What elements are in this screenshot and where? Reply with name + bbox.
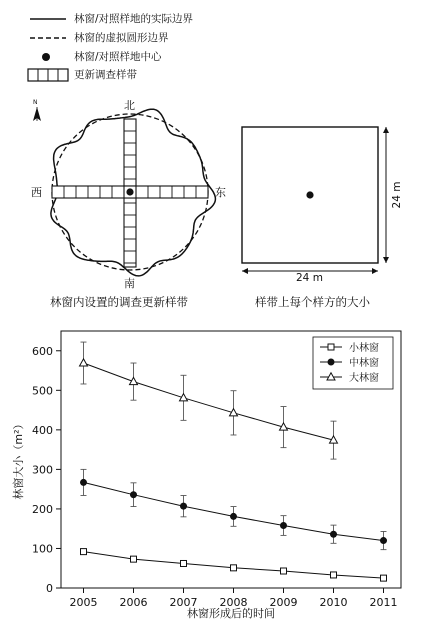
legend-label: 更新调查样带 (74, 69, 137, 81)
x-tick-label: 2005 (69, 596, 98, 609)
data-point (131, 556, 137, 562)
plot-size-svg (230, 95, 431, 325)
y-tick-label: 0 (46, 582, 53, 595)
legend-label: 大林窗 (349, 373, 379, 384)
data-point (81, 549, 87, 555)
data-point (331, 572, 337, 578)
x-tick-label: 2006 (119, 596, 148, 609)
y-tick-label: 400 (32, 423, 53, 437)
x-tick-label: 2008 (219, 596, 248, 609)
chart-legend (313, 337, 393, 389)
legend-label: 中林窗 (349, 358, 379, 369)
data-point (281, 568, 287, 574)
data-point (380, 537, 387, 544)
y-tick-label: 300 (32, 463, 53, 477)
data-point (330, 531, 337, 538)
gap-center-dot (126, 188, 133, 195)
data-point (231, 565, 237, 571)
x-tick-label: 2007 (169, 596, 198, 609)
label-west: 西 (31, 186, 42, 199)
north-arrow-letter: N (33, 99, 38, 106)
x-tick-label: 2009 (269, 596, 298, 609)
series-square (81, 549, 387, 581)
legend-label: 林窗/对照样地中心 (74, 51, 162, 63)
y-tick-label: 600 (32, 344, 53, 358)
data-point (80, 479, 87, 486)
legend-label: 林窗/对照样地的实际边界 (74, 13, 194, 25)
x-tick-label: 2011 (369, 596, 398, 609)
x-axis (70, 588, 398, 609)
width-label: 24 m (296, 272, 323, 284)
x-axis-label: 林窗形成后的时间 (187, 607, 275, 620)
legend-label: 小林窗 (349, 343, 379, 354)
label-east: 东 (215, 186, 226, 199)
solid-line-icon (28, 12, 68, 26)
gap-diagram-svg (0, 95, 230, 325)
data-point (80, 359, 88, 366)
height-dimension-arrow (383, 127, 389, 263)
label-north: 北 (124, 99, 135, 112)
y-tick-label: 100 (32, 542, 53, 556)
segmented-strip-icon (26, 67, 70, 83)
plot-size-diagram (230, 95, 431, 325)
data-point (180, 503, 187, 510)
data-point (381, 575, 387, 581)
legend-label: 林窗的虚拟圆形边界 (74, 32, 169, 44)
data-point (230, 513, 237, 520)
legend-marker (328, 344, 334, 350)
height-label: 24 m (391, 181, 404, 209)
gap-transect-diagram (0, 95, 230, 325)
y-axis-label: 林窗大小（m²） (12, 418, 25, 500)
y-tick-label: 200 (32, 502, 53, 516)
x-tick-label: 2010 (319, 596, 348, 609)
y-axis (32, 345, 61, 595)
left-diagram-caption: 林窗内设置的调查更新样带 (50, 295, 188, 309)
filled-dot-icon (28, 50, 68, 64)
dashed-line-icon (28, 31, 68, 45)
right-diagram-caption: 样带上每个样方的大小 (255, 295, 370, 309)
series-triangle (80, 342, 338, 459)
y-tick-label: 500 (32, 384, 53, 398)
series-circle (80, 469, 387, 549)
north-arrow-icon (33, 107, 41, 121)
data-point (280, 522, 287, 529)
plot-center-dot (306, 191, 313, 198)
data-point (130, 491, 137, 498)
chart-svg (0, 325, 431, 625)
gap-size-chart (0, 325, 431, 625)
data-point (181, 560, 187, 566)
legend-marker (328, 359, 335, 366)
series-line (84, 363, 334, 440)
label-south: 南 (124, 277, 135, 290)
